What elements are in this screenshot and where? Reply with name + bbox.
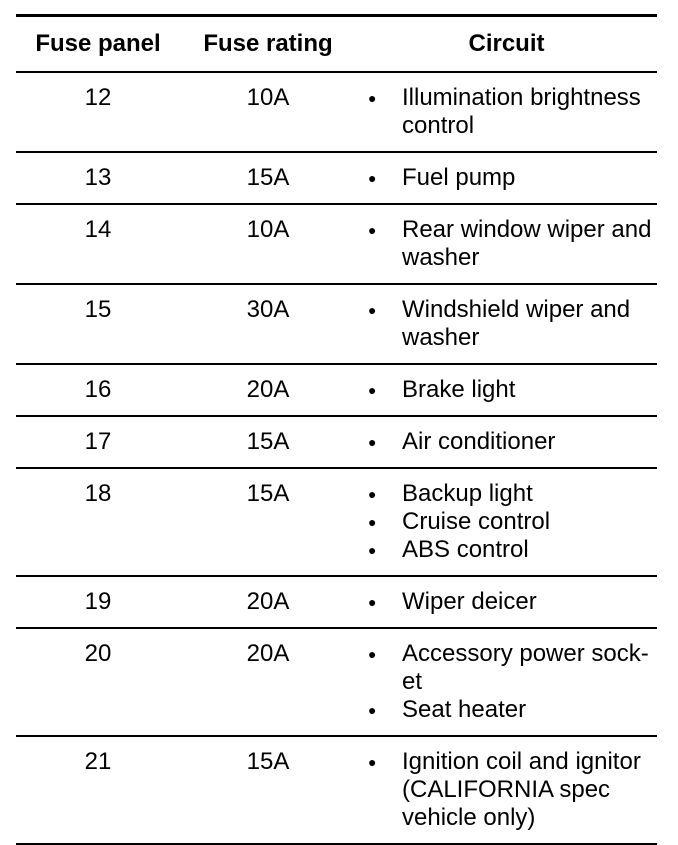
circuit-cell [356,205,657,283]
circuit-line: Brake light [402,376,516,403]
circuit-text [402,696,655,724]
fuse-panel-cell: 21 [84,748,112,775]
fuse-table [16,14,657,845]
table-header-row [16,17,657,71]
fuse-rating-cell: 15A [246,164,290,191]
circuit-text [402,480,655,508]
circuit-item [366,376,655,404]
circuit-cell [356,629,657,735]
fuse-panel-cell: 17 [84,428,112,455]
bullet-icon: ● [368,302,377,318]
fuse-panel-cell: 13 [84,164,112,191]
bullet-icon: ● [368,754,377,770]
circuit-line: Accessory power sock- [402,640,649,667]
fuse-panel-cell: 19 [84,588,112,615]
circuit-text [402,640,655,696]
fuse-rating-cell: 10A [246,216,290,243]
circuit-text [402,84,655,140]
circuit-text [402,164,655,192]
bullet-icon: ● [368,90,377,106]
circuit-line: Fuel pump [402,164,516,191]
fuse-panel-cell: 20 [84,640,112,667]
table-row [16,283,657,363]
table-row [16,467,657,575]
circuit-cell [356,73,657,151]
fuse-rating-cell: 20A [246,640,290,667]
fuse-panel-cell: 12 [84,84,112,111]
circuit-item [366,696,655,724]
circuit-line: Air conditioner [402,428,556,455]
circuit-line: ABS control [402,536,529,563]
circuit-cell [356,737,657,843]
circuit-item [366,164,655,192]
circuit-line: Wiper deicer [402,588,537,615]
fuse-panel-cell: 15 [84,296,112,323]
circuit-line: Ignition coil and ignitor [402,748,641,775]
header-circuit: Circuit [468,30,545,57]
circuit-text [402,588,655,616]
circuit-text [402,508,655,536]
circuit-line: Illumination brightness [402,84,641,111]
circuit-item [366,216,655,272]
circuit-line: vehicle only) [402,804,536,831]
circuit-item [366,84,655,140]
circuit-text [402,216,655,272]
fuse-rating-cell: 10A [246,84,290,111]
bullet-icon: ● [368,702,377,718]
header-fuse-rating: Fuse rating [203,30,333,57]
circuit-item [366,428,655,456]
circuit-cell [356,153,657,203]
bullet-icon: ● [368,646,377,662]
circuit-line: Backup light [402,480,533,507]
circuit-line: (CALIFORNIA spec [402,776,611,803]
circuit-line: washer [402,244,480,271]
circuit-text [402,536,655,564]
circuit-item [366,480,655,508]
table-row [16,735,657,843]
table-row [16,71,657,151]
circuit-line: washer [402,324,480,351]
bullet-icon: ● [368,594,377,610]
bullet-icon: ● [368,170,377,186]
table-row [16,151,657,203]
fuse-rating-cell: 15A [246,428,290,455]
circuit-text [402,428,655,456]
circuit-cell [356,365,657,415]
table-row [16,203,657,283]
table-row [16,627,657,735]
fuse-rating-cell: 30A [246,296,290,323]
table-row [16,415,657,467]
circuit-text [402,376,655,404]
circuit-cell [356,469,657,575]
bullet-icon: ● [368,514,377,530]
bullet-icon: ● [368,222,377,238]
fuse-rating-cell: 15A [246,748,290,775]
circuit-item [366,536,655,564]
table-row [16,363,657,415]
fuse-rating-cell: 20A [246,376,290,403]
circuit-line: Windshield wiper and [402,296,631,323]
bullet-icon: ● [368,434,377,450]
circuit-line: et [402,668,423,695]
header-fuse-panel: Fuse panel [35,30,161,57]
fuse-panel-cell: 14 [84,216,112,243]
circuit-line: Cruise control [402,508,551,535]
fuse-rating-cell: 15A [246,480,290,507]
bullet-icon: ● [368,542,377,558]
circuit-cell [356,417,657,467]
table-row [16,575,657,627]
bullet-icon: ● [368,382,377,398]
fuse-table-body [16,71,657,843]
bullet-icon: ● [368,486,377,502]
circuit-text [402,296,655,352]
fuse-panel-cell: 16 [84,376,112,403]
circuit-line: control [402,112,475,139]
fuse-rating-cell: 20A [246,588,290,615]
circuit-item [366,748,655,832]
circuit-text [402,748,655,832]
circuit-cell [356,285,657,363]
circuit-cell [356,577,657,627]
circuit-line: Seat heater [402,696,527,723]
circuit-line: Rear window wiper and [402,216,652,243]
circuit-item [366,508,655,536]
circuit-item [366,640,655,696]
circuit-item [366,296,655,352]
fuse-panel-cell: 18 [84,480,112,507]
circuit-item [366,588,655,616]
